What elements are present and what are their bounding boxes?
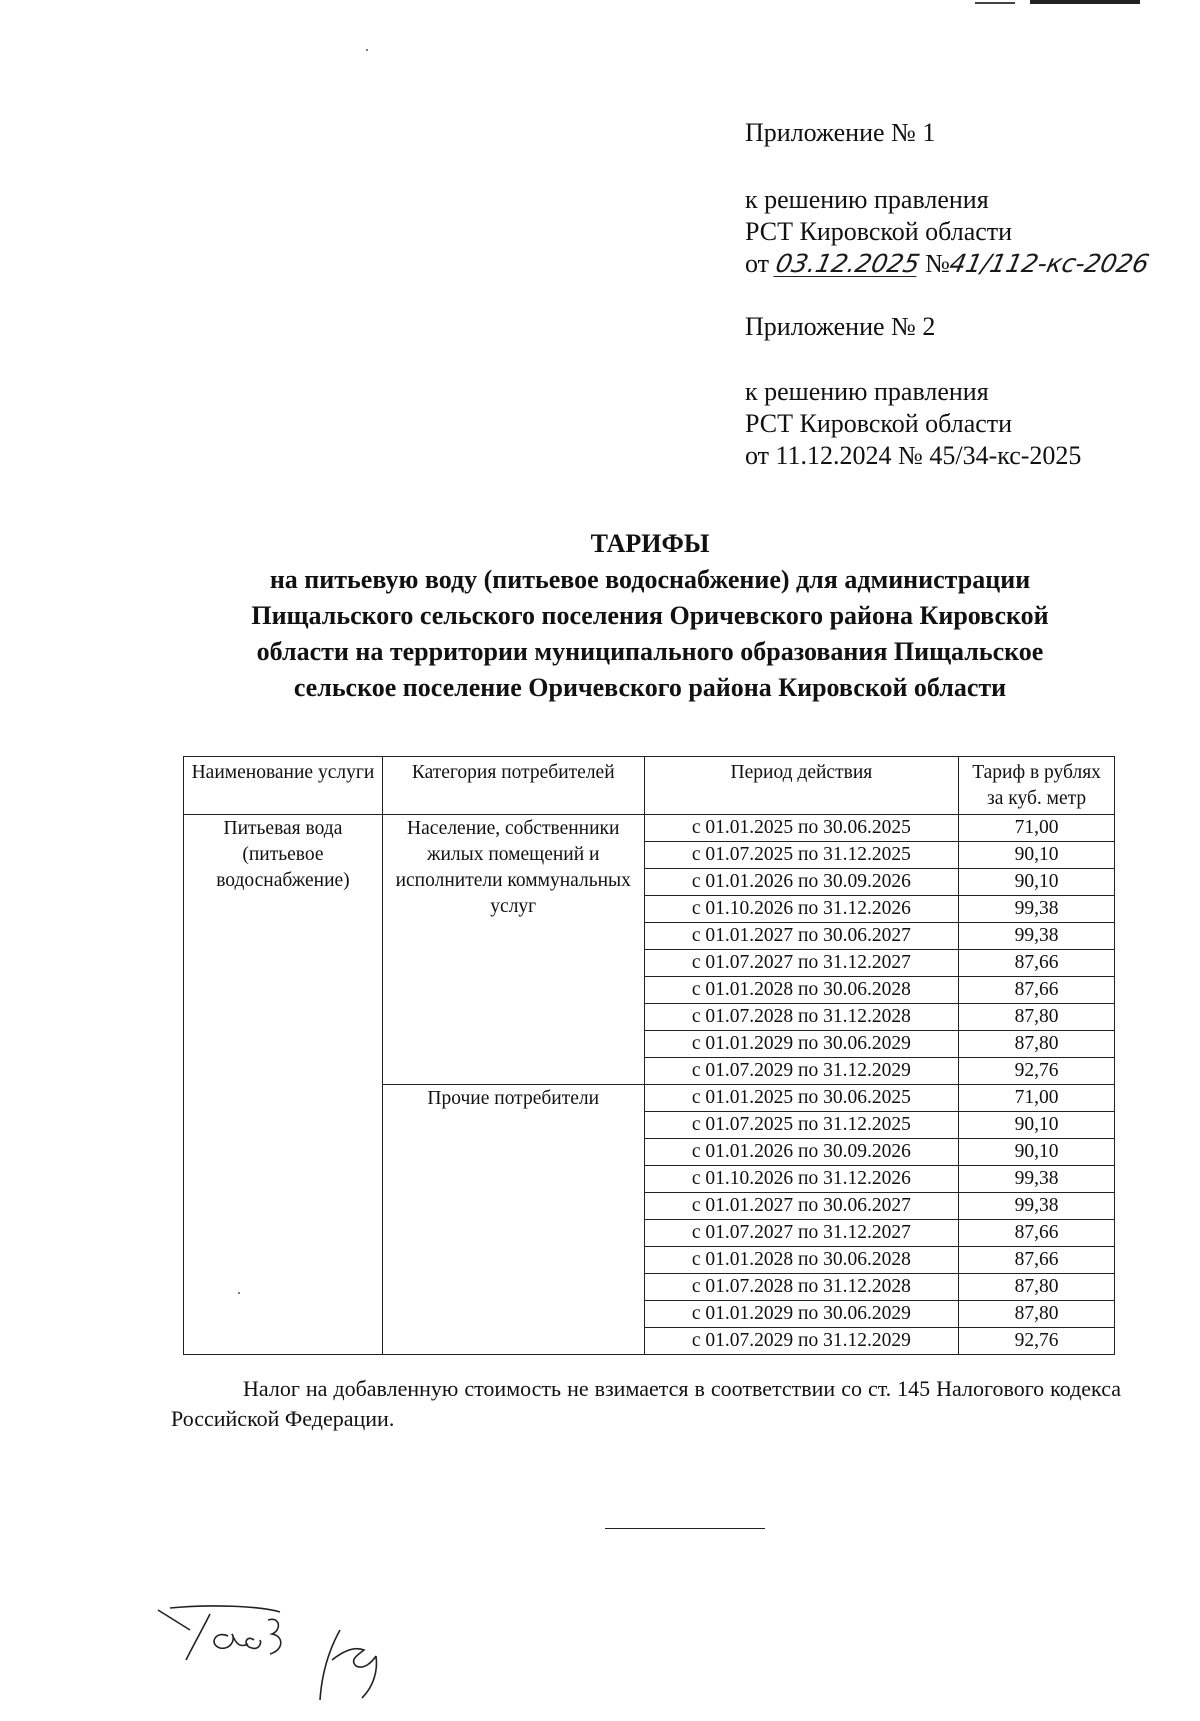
title-line-3: области на территории муниципального образования Пищальское <box>256 637 1044 666</box>
scan-speck <box>366 49 368 51</box>
annex-2-reference <box>745 376 1081 472</box>
tariff-cell: 71,00 <box>959 815 1115 842</box>
title-line-1: на питьевую воду (питьевое водоснабжение) для администрации <box>269 565 1031 594</box>
category-cell: Население, собственники жилых помещений и исполнители коммунальных услуг <box>382 815 644 1085</box>
title-main: ТАРИФЫ <box>590 529 710 558</box>
service-cell: Питьевая вода (питьевое водоснабжение) <box>184 815 383 1355</box>
period-cell: с 01.01.2029 по 30.06.2029 <box>644 1301 959 1328</box>
period-cell: с 01.01.2025 по 30.06.2025 <box>644 815 959 842</box>
annex-1-reference <box>745 184 1152 280</box>
tariff-cell: 71,00 <box>959 1085 1115 1112</box>
annex-2-title: Приложение № 2 <box>745 312 936 341</box>
period-cell: с 01.01.2029 по 30.06.2029 <box>644 1031 959 1058</box>
tariff-table-body <box>184 815 1115 1355</box>
scan-artifact <box>975 2 1015 4</box>
annex-1-prefix: от <box>745 249 770 278</box>
period-cell: с 01.07.2027 по 31.12.2027 <box>644 950 959 977</box>
period-cell: с 01.01.2026 по 30.09.2026 <box>644 1139 959 1166</box>
annex-1-date-number <box>745 248 1152 280</box>
title-line-4: сельское поселение Оричевского района Кировской области <box>293 673 1007 702</box>
scan-artifact <box>1030 0 1140 4</box>
period-cell: с 01.01.2025 по 30.06.2025 <box>644 1085 959 1112</box>
tariff-cell: 99,38 <box>959 1193 1115 1220</box>
period-cell: с 01.07.2028 по 31.12.2028 <box>644 1004 959 1031</box>
annex-1-number-handwritten: 41/112-кс-2026 <box>947 249 1152 278</box>
period-cell: с 01.01.2026 по 30.09.2026 <box>644 869 959 896</box>
header-tariff: Тариф в рублях за куб. метр <box>959 757 1115 815</box>
annex-1-date-handwritten: 03.12.2025 <box>772 249 922 278</box>
tariff-cell: 87,80 <box>959 1031 1115 1058</box>
tariff-cell: 92,76 <box>959 1328 1115 1355</box>
tariff-cell: 92,76 <box>959 1058 1115 1085</box>
tariff-cell: 87,66 <box>959 1247 1115 1274</box>
tariff-cell: 87,66 <box>959 977 1115 1004</box>
period-cell: с 01.07.2025 по 31.12.2025 <box>644 1112 959 1139</box>
tariff-cell: 87,80 <box>959 1301 1115 1328</box>
period-cell: с 01.10.2026 по 31.12.2026 <box>644 1166 959 1193</box>
header-category: Категория потребителей <box>382 757 644 815</box>
annex-2-line-2: РСТ Кировской области <box>745 409 1013 438</box>
closing-rule <box>605 1528 765 1529</box>
tariff-cell: 90,10 <box>959 1139 1115 1166</box>
tariff-cell: 99,38 <box>959 1166 1115 1193</box>
table-header-row <box>184 757 1115 815</box>
tariff-cell: 90,10 <box>959 1112 1115 1139</box>
annex-2-line-1: к решению правления <box>745 377 989 406</box>
period-cell: с 01.07.2029 по 31.12.2029 <box>644 1058 959 1085</box>
tariff-cell: 87,66 <box>959 950 1115 977</box>
period-cell: с 01.01.2028 по 30.06.2028 <box>644 977 959 1004</box>
header-service: Наименование услуги <box>184 757 383 815</box>
tariff-cell: 90,10 <box>959 869 1115 896</box>
annex-1-line-2: РСТ Кировской области <box>745 217 1013 246</box>
period-cell: с 01.07.2029 по 31.12.2029 <box>644 1328 959 1355</box>
tariff-cell: 87,66 <box>959 1220 1115 1247</box>
category-cell: Прочие потребители <box>382 1085 644 1355</box>
handwritten-signature <box>150 1600 410 1710</box>
vat-note: Налог на добавленную стоимость не взимается в соответствии со ст. 145 Налогового кодекса Российской Федерации. <box>171 1376 1121 1431</box>
annex-1-title: Приложение № 1 <box>745 118 936 147</box>
annex-2-block <box>745 311 935 343</box>
period-cell: с 01.07.2027 по 31.12.2027 <box>644 1220 959 1247</box>
header-period: Период действия <box>644 757 959 815</box>
period-cell: с 01.01.2027 по 30.06.2027 <box>644 1193 959 1220</box>
tariff-table <box>183 756 1115 1355</box>
tariff-cell: 87,80 <box>959 1004 1115 1031</box>
tariff-cell: 99,38 <box>959 923 1115 950</box>
period-cell: с 01.07.2025 по 31.12.2025 <box>644 842 959 869</box>
period-cell: с 01.10.2026 по 31.12.2026 <box>644 896 959 923</box>
annex-1-line-1: к решению правления <box>745 185 989 214</box>
annex-2-line-3: от 11.12.2024 № 45/34-кс-2025 <box>745 441 1082 470</box>
tariff-cell: 90,10 <box>959 842 1115 869</box>
annex-1-block <box>745 117 935 149</box>
tariff-cell: 99,38 <box>959 896 1115 923</box>
period-cell: с 01.01.2028 по 30.06.2028 <box>644 1247 959 1274</box>
tariff-cell: 87,80 <box>959 1274 1115 1301</box>
period-cell: с 01.01.2027 по 30.06.2027 <box>644 923 959 950</box>
period-cell: с 01.07.2028 по 31.12.2028 <box>644 1274 959 1301</box>
table-row <box>184 815 1115 842</box>
annex-1-number-sign: № <box>925 249 950 278</box>
document-title <box>160 526 1140 706</box>
title-line-2: Пищальского сельского поселения Оричевского района Кировской <box>251 601 1049 630</box>
